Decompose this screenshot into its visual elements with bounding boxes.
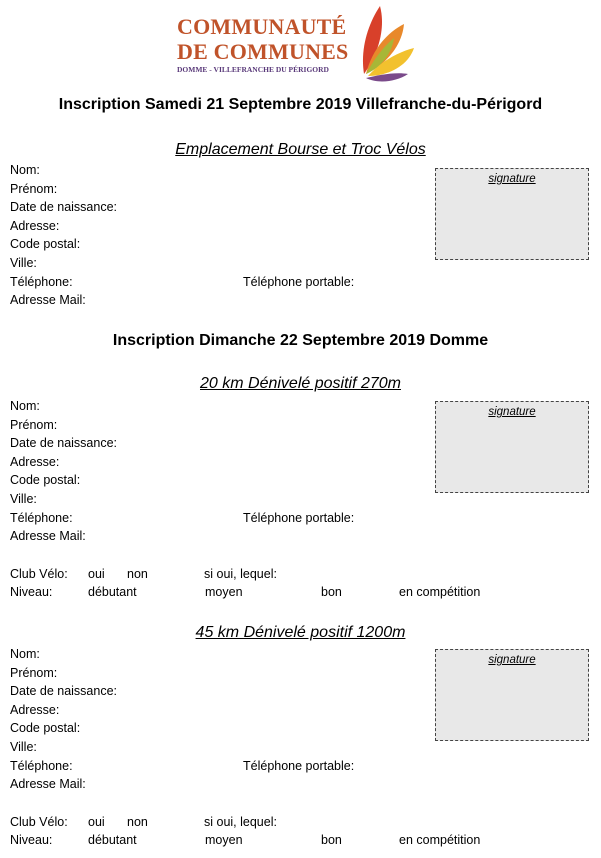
- niveau-moyen[interactable]: moyen: [205, 833, 243, 848]
- niveau-debutant[interactable]: débutant: [88, 585, 137, 600]
- field-ville: Ville:: [10, 739, 37, 754]
- signature-box[interactable]: [435, 168, 589, 260]
- field-telephone-portable: Téléphone portable:: [243, 274, 355, 289]
- club-velo-row: [10, 813, 590, 832]
- club-velo-label: Club Vélo:: [10, 566, 68, 581]
- field-adresse-mail: Adresse Mail:: [10, 777, 86, 792]
- club-oui[interactable]: oui: [88, 566, 105, 581]
- field-telephone-label: Téléphone:: [10, 510, 73, 525]
- field-adresse: Adresse:: [10, 702, 60, 717]
- field-telephone-portable: Téléphone portable:: [243, 510, 355, 525]
- field-telephone: [10, 757, 590, 776]
- club-velo-label: Club Vélo:: [10, 814, 68, 829]
- niveau-competition[interactable]: en compétition: [399, 833, 481, 848]
- niveau-bon[interactable]: bon: [321, 833, 342, 848]
- niveau-row: [10, 583, 590, 602]
- field-code-postal: Code postal:: [10, 237, 81, 252]
- field-telephone-label: Téléphone:: [10, 274, 73, 289]
- field-ville: Ville:: [10, 491, 37, 506]
- section2-subtitle: 20 km Dénivelé positif 270m: [200, 375, 401, 392]
- section2-title: Inscription Dimanche 22 Septembre 2019 Domme: [112, 332, 489, 349]
- signature-box[interactable]: [435, 649, 589, 741]
- club-oui[interactable]: oui: [88, 814, 105, 829]
- signature-label: signature: [488, 173, 536, 185]
- field-ville: Ville:: [10, 255, 37, 270]
- niveau-moyen[interactable]: moyen: [205, 585, 243, 600]
- field-prenom: Prénom:: [10, 181, 58, 196]
- field-adresse: Adresse:: [10, 218, 60, 233]
- niveau-label: Niveau:: [10, 833, 53, 848]
- niveau-debutant[interactable]: débutant: [88, 833, 137, 848]
- field-prenom: Prénom:: [10, 665, 58, 680]
- logo-line-2: DE COMMUNES: [177, 39, 349, 64]
- niveau-label: Niveau:: [10, 585, 53, 600]
- niveau-row: [10, 831, 590, 850]
- signature-label: signature: [488, 406, 536, 418]
- field-code-postal: Code postal:: [10, 473, 81, 488]
- logo: [172, 4, 422, 82]
- section1-title: Inscription Samedi 21 Septembre 2019 Villefranche-du-Périgord: [58, 96, 543, 113]
- niveau-competition[interactable]: en compétition: [399, 585, 481, 600]
- section3-subtitle: 45 km Dénivelé positif 1200m: [195, 624, 406, 641]
- field-date-naissance: Date de naissance:: [10, 200, 118, 215]
- field-adresse-mail: Adresse Mail:: [10, 293, 86, 308]
- field-nom: Nom:: [10, 399, 40, 413]
- signature-box[interactable]: [435, 401, 589, 493]
- logo-line-3: DOMME - VILLEFRANCHE DU PÉRIGORD: [177, 65, 329, 74]
- field-adresse: Adresse:: [10, 454, 60, 469]
- field-nom: Nom:: [10, 647, 40, 661]
- club-lequel: si oui, lequel:: [204, 566, 277, 581]
- niveau-bon[interactable]: bon: [321, 585, 342, 600]
- field-date-naissance: Date de naissance:: [10, 684, 118, 699]
- field-nom: Nom:: [10, 163, 40, 177]
- logo-line-1: COMMUNAUTÉ: [177, 14, 347, 39]
- field-telephone: [10, 509, 590, 528]
- club-non[interactable]: non: [127, 814, 148, 829]
- club-non[interactable]: non: [127, 566, 148, 581]
- club-velo-row: [10, 565, 590, 584]
- field-adresse-mail: Adresse Mail:: [10, 529, 86, 544]
- field-telephone-label: Téléphone:: [10, 758, 73, 773]
- signature-label: signature: [488, 654, 536, 666]
- field-date-naissance: Date de naissance:: [10, 436, 118, 451]
- club-lequel: si oui, lequel:: [204, 814, 277, 829]
- leaf-logo-icon: [358, 4, 418, 82]
- section1-subtitle: Emplacement Bourse et Troc Vélos: [175, 141, 426, 158]
- field-telephone: [10, 273, 590, 292]
- field-code-postal: Code postal:: [10, 721, 81, 736]
- field-telephone-portable: Téléphone portable:: [243, 758, 355, 773]
- field-prenom: Prénom:: [10, 417, 58, 432]
